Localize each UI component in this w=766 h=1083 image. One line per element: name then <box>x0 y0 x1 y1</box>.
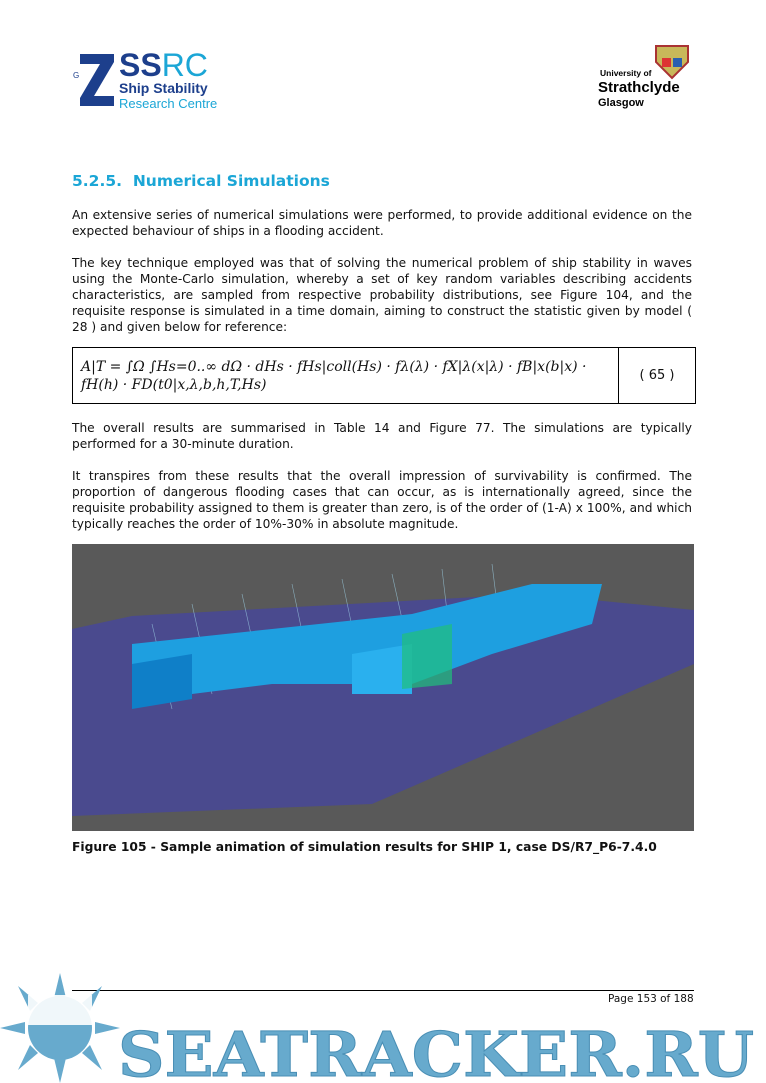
page-number: Page 153 of 188 <box>608 993 694 1005</box>
svg-text:Ship Stability: Ship Stability <box>119 80 208 96</box>
svg-text:G: G <box>73 71 80 80</box>
svg-text:Research Centre: Research Centre <box>119 96 218 111</box>
svg-text:Glasgow: Glasgow <box>598 97 644 109</box>
paragraph-2: The key technique employed was that of solving the numerical problem of ship stability in waves using the Monte-Carlo simulation, whereby a set of key random variables describing accidents characteristics, are sampled from respective probability distributions, see Figure 104, and the requisite response is simulated in a time domain, aiming to construct the statistic given by model ( 28 ) and given below for reference: <box>72 256 692 334</box>
simulation-figure <box>72 544 694 831</box>
paragraph-1: An extensive series of numerical simulations were performed, to provide additional evidence on the expected behaviour of ships in a flooding accident. <box>72 208 692 238</box>
section-heading: 5.2.5. Numerical Simulations <box>72 172 330 190</box>
equation-formula: A|T = ∫Ω ∫Hs=0..∞ dΩ · dHs · fHs|coll(Hs) · fλ(λ) · fX|λ(x|λ) · fB|x(b|x) · fH(h) · FD(t0|x,λ,b,h,T,Hs) <box>73 348 619 403</box>
paragraph-3: The overall results are summarised in Table 14 and Figure 77. The simulations are typically performed for a 30-minute duration. <box>72 421 692 451</box>
ssrc-logo <box>72 46 227 112</box>
paragraph-4: It transpires from these results that the overall impression of survivability is confirmed. The proportion of dangerous flooding cases that can occur, as is internationally agreed, since the requisite probability assigned to them is greater than zero, is of the order of (1-A) x 100%, and which typically reaches the order of 10%-30% in absolute magnitude. <box>72 469 692 531</box>
svg-text:SEATRACKER.RU: SEATRACKER.RU <box>118 1018 754 1083</box>
svg-text:University of: University of <box>600 68 652 78</box>
equation-box <box>72 347 696 404</box>
svg-text:Strathclyde: Strathclyde <box>598 79 680 96</box>
figure-caption: Figure 105 - Sample animation of simulation results for SHIP 1, case DS/R7_P6-7.4.0 <box>72 840 657 854</box>
strathclyde-logo <box>596 44 696 110</box>
seatracker-watermark <box>0 968 766 1083</box>
svg-text:SSRC: SSRC <box>119 47 208 83</box>
equation-number: ( 65 ) <box>639 368 675 383</box>
